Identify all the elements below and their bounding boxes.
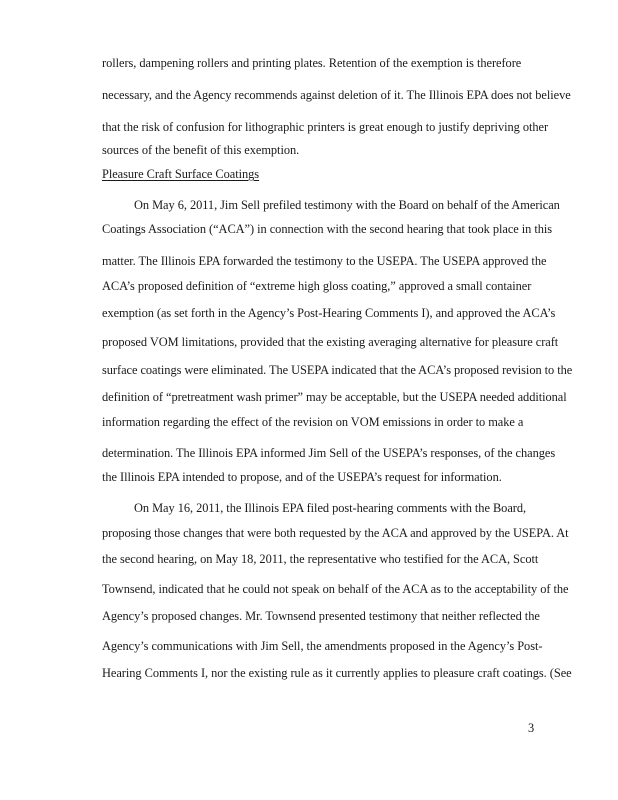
text-line: matter. The Illinois EPA forwarded the testimony to the USEPA. The USEPA approved the (102, 254, 547, 268)
text-line: rollers, dampening rollers and printing plates. Retention of the exemption is therefore (102, 56, 522, 70)
text-line: Agency’s communications with Jim Sell, the amendments proposed in the Agency’s Post- (102, 639, 543, 653)
text-line: determination. The Illinois EPA informed Jim Sell of the USEPA’s responses, of the changes (102, 446, 556, 460)
text-line: necessary, and the Agency recommends against deletion of it. The Illinois EPA does not believe (102, 88, 571, 102)
text-line: proposed VOM limitations, provided that the existing averaging alternative for pleasure craft (102, 335, 559, 349)
section-heading: Pleasure Craft Surface Coatings (102, 167, 260, 181)
page-number: 3 (528, 721, 535, 735)
text-line: definition of “pretreatment wash primer” may be acceptable, but the USEPA needed additional (102, 390, 567, 404)
text-line: Hearing Comments I, nor the existing rule as it currently applies to pleasure craft coatings. (See (102, 666, 572, 680)
text-line: information regarding the effect of the revision on VOM emissions in order to make a (102, 415, 524, 429)
text-line: the second hearing, on May 18, 2011, the representative who testified for the ACA, Scott (102, 552, 539, 566)
text-line: On May 6, 2011, Jim Sell prefiled testimony with the Board on behalf of the American (134, 198, 560, 212)
text-line: surface coatings were eliminated. The USEPA indicated that the ACA’s proposed revision to the (102, 363, 573, 377)
text-line: ACA’s proposed definition of “extreme high gloss coating,” approved a small container (102, 279, 532, 293)
text-line: Coatings Association (“ACA”) in connection with the second hearing that took place in this (102, 222, 553, 236)
text-line: proposing those changes that were both requested by the ACA and approved by the USEPA. At (102, 526, 569, 540)
text-line: On May 16, 2011, the Illinois EPA filed post-hearing comments with the Board, (134, 501, 527, 515)
text-line: Townsend, indicated that he could not speak on behalf of the ACA as to the acceptability of the (102, 582, 569, 596)
text-line: the Illinois EPA intended to propose, and of the USEPA’s request for information. (102, 470, 502, 484)
text-line: that the risk of confusion for lithographic printers is great enough to justify depriving other (102, 120, 549, 134)
text-line: exemption (as set forth in the Agency’s Post-Hearing Comments I), and approved the ACA’s (102, 306, 556, 320)
text-line: Agency’s proposed changes. Mr. Townsend presented testimony that neither reflected the (102, 609, 540, 623)
text-line: sources of the benefit of this exemption. (102, 143, 300, 157)
